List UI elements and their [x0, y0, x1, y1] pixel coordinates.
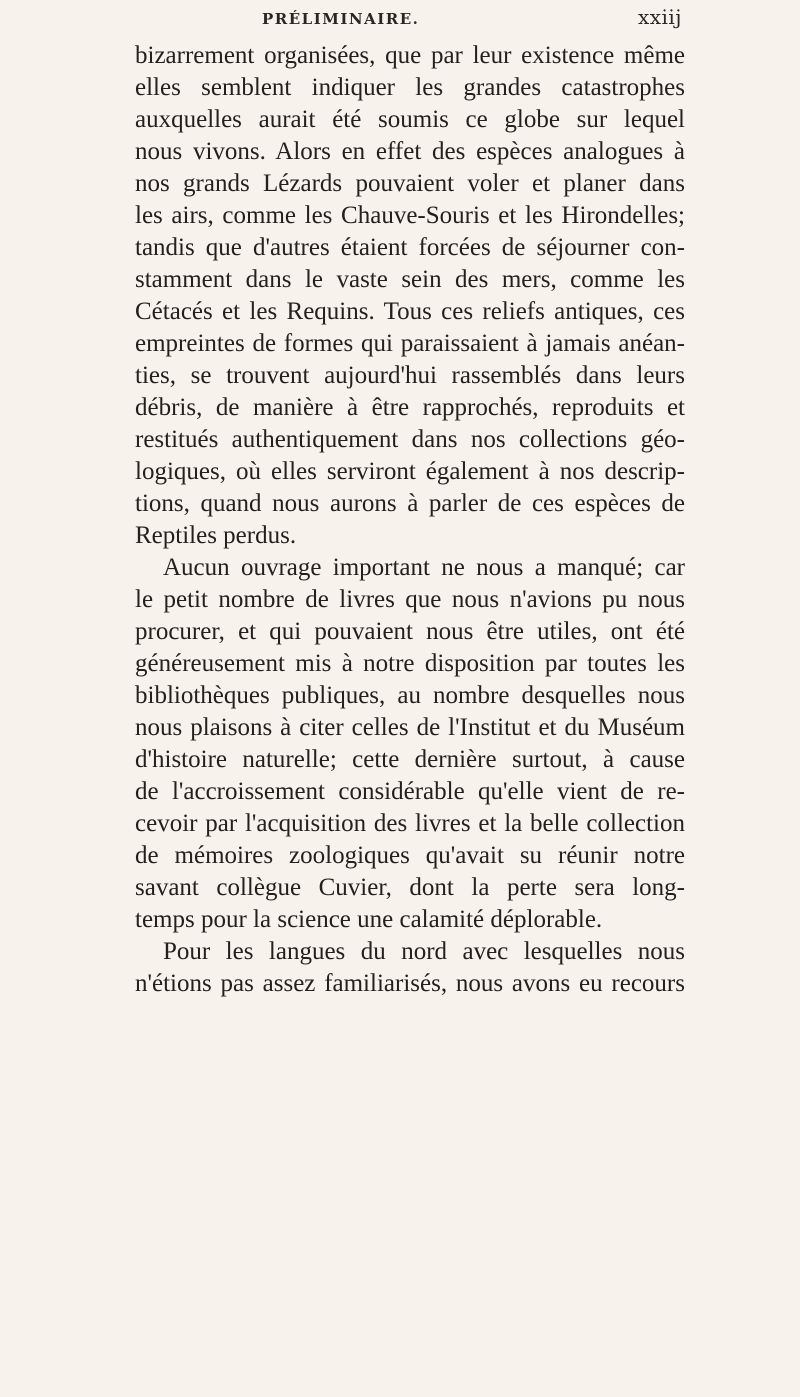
text-line: procurer, et qui pouvaient nous être utiles, ont été: [135, 618, 685, 645]
text-line: restitués authentiquement dans nos collections géo-: [135, 426, 685, 453]
text-line: nous vivons. Alors en effet des espèces analogues à: [135, 138, 685, 165]
text-line: nos grands Lézards pouvaient voler et planer dans: [135, 170, 685, 197]
text-line: bibliothèques publiques, au nombre desquelles nous: [135, 682, 685, 709]
text-line: d'histoire naturelle; cette dernière surtout, à cause: [135, 746, 685, 773]
running-head: PRÉLIMINAIRE.: [262, 10, 420, 28]
body-text: [135, 40, 685, 1000]
text-line: tandis que d'autres étaient forcées de séjourner con-: [135, 234, 685, 261]
text-line: de l'accroissement considérable qu'elle vient de re-: [135, 778, 685, 805]
text-line: tions, quand nous aurons à parler de ces espèces de: [135, 490, 685, 517]
text-line: nous plaisons à citer celles de l'Institut et du Muséum: [135, 714, 685, 741]
text-line: n'étions pas assez familiarisés, nous avons eu recours: [135, 970, 685, 997]
text-line: généreusement mis à notre disposition par toutes les: [135, 650, 685, 677]
text-line: débris, de manière à être rapprochés, reproduits et: [135, 394, 685, 421]
text-line: cevoir par l'acquisition des livres et la belle collection: [135, 810, 685, 837]
text-line: ties, se trouvent aujourd'hui rassemblés dans leurs: [135, 362, 685, 389]
text-line: Reptiles perdus.: [135, 522, 297, 549]
text-line: savant collègue Cuvier, dont la perte sera long-: [135, 874, 685, 901]
text-line: Aucun ouvrage important ne nous a manqué; car: [163, 554, 685, 581]
text-line: logiques, où elles serviront également à nos descrip-: [135, 458, 685, 485]
text-line: les airs, comme les Chauve-Souris et les Hirondelles;: [135, 202, 685, 229]
text-line: temps pour la science une calamité déplorable.: [135, 906, 603, 933]
page-header: [262, 4, 682, 38]
text-line: Cétacés et les Requins. Tous ces reliefs antiques, ces: [135, 298, 685, 325]
text-line: Pour les langues du nord avec lesquelles nous: [163, 938, 685, 965]
text-line: auxquelles aurait été soumis ce globe sur lequel: [135, 106, 685, 133]
text-line: bizarrement organisées, que par leur existence même: [135, 42, 685, 69]
page-number: xxiij: [637, 5, 682, 29]
text-line: empreintes de formes qui paraissaient à jamais anéan-: [135, 330, 685, 357]
text-line: stamment dans le vaste sein des mers, comme les: [135, 266, 685, 293]
text-line: elles semblent indiquer les grandes catastrophes: [135, 74, 685, 101]
text-line: de mémoires zoologiques qu'avait su réunir notre: [135, 842, 685, 869]
text-line: le petit nombre de livres que nous n'avions pu nous: [135, 586, 685, 613]
